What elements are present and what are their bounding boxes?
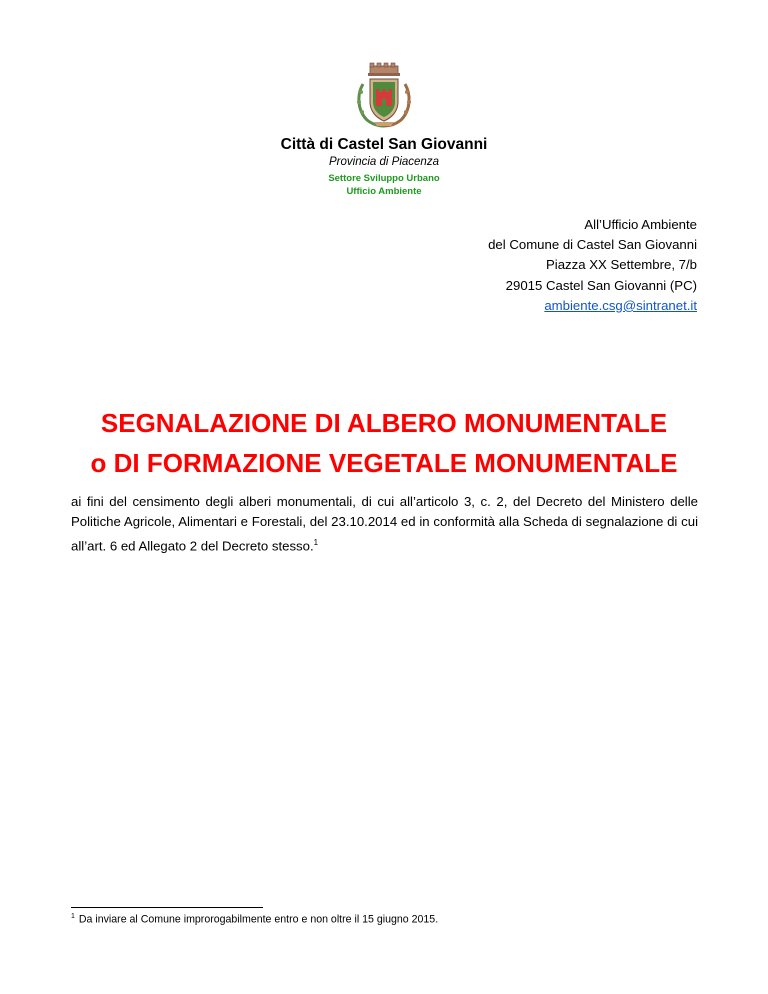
document-title-line-2: o DI FORMAZIONE VEGETALE MONUMENTALE [90, 448, 678, 478]
recipient-email-link[interactable]: ambiente.csg@sintranet.it [544, 297, 697, 313]
footnote-separator [71, 907, 263, 908]
intro-text: ai fini del censimento degli alberi monumentali, di cui all’articolo 3, c. 2, del Decreto del Ministero delle Politiche Agricole, Alimentari e Forestali, del 23.10.2014 ed in conformità alla Scheda di segnalazione di cui all’art. 6 ed Allegato 2 del Decreto stesso. [71, 494, 698, 554]
footnote-reference: 1 [313, 537, 319, 547]
crown-icon [368, 63, 400, 76]
document-title-line-1: SEGNALAZIONE DI ALBERO MONUMENTALE [100, 408, 668, 438]
coat-of-arms-icon [353, 62, 415, 130]
sector-name: Settore Sviluppo Urbano [328, 173, 440, 184]
recipient-line-3: Piazza XX Settembre, 7/b [546, 257, 697, 273]
footnote-text: Da inviare al Comune improrogabilmente entro e non oltre il 15 giugno 2015. [78, 913, 439, 926]
recipient-address [488, 215, 697, 316]
footnote [71, 913, 438, 926]
province-name: Provincia di Piacenza [329, 156, 439, 168]
city-name: Città di Castel San Giovanni [280, 136, 488, 153]
recipient-line-1: All’Ufficio Ambiente [584, 217, 697, 232]
recipient-line-2: del Comune di Castel San Giovanni [488, 237, 697, 253]
footnote-number: 1 [71, 913, 75, 920]
office-name: Ufficio Ambiente [346, 186, 422, 197]
recipient-line-4: 29015 Castel San Giovanni (PC) [505, 277, 697, 293]
intro-paragraph [71, 492, 698, 557]
